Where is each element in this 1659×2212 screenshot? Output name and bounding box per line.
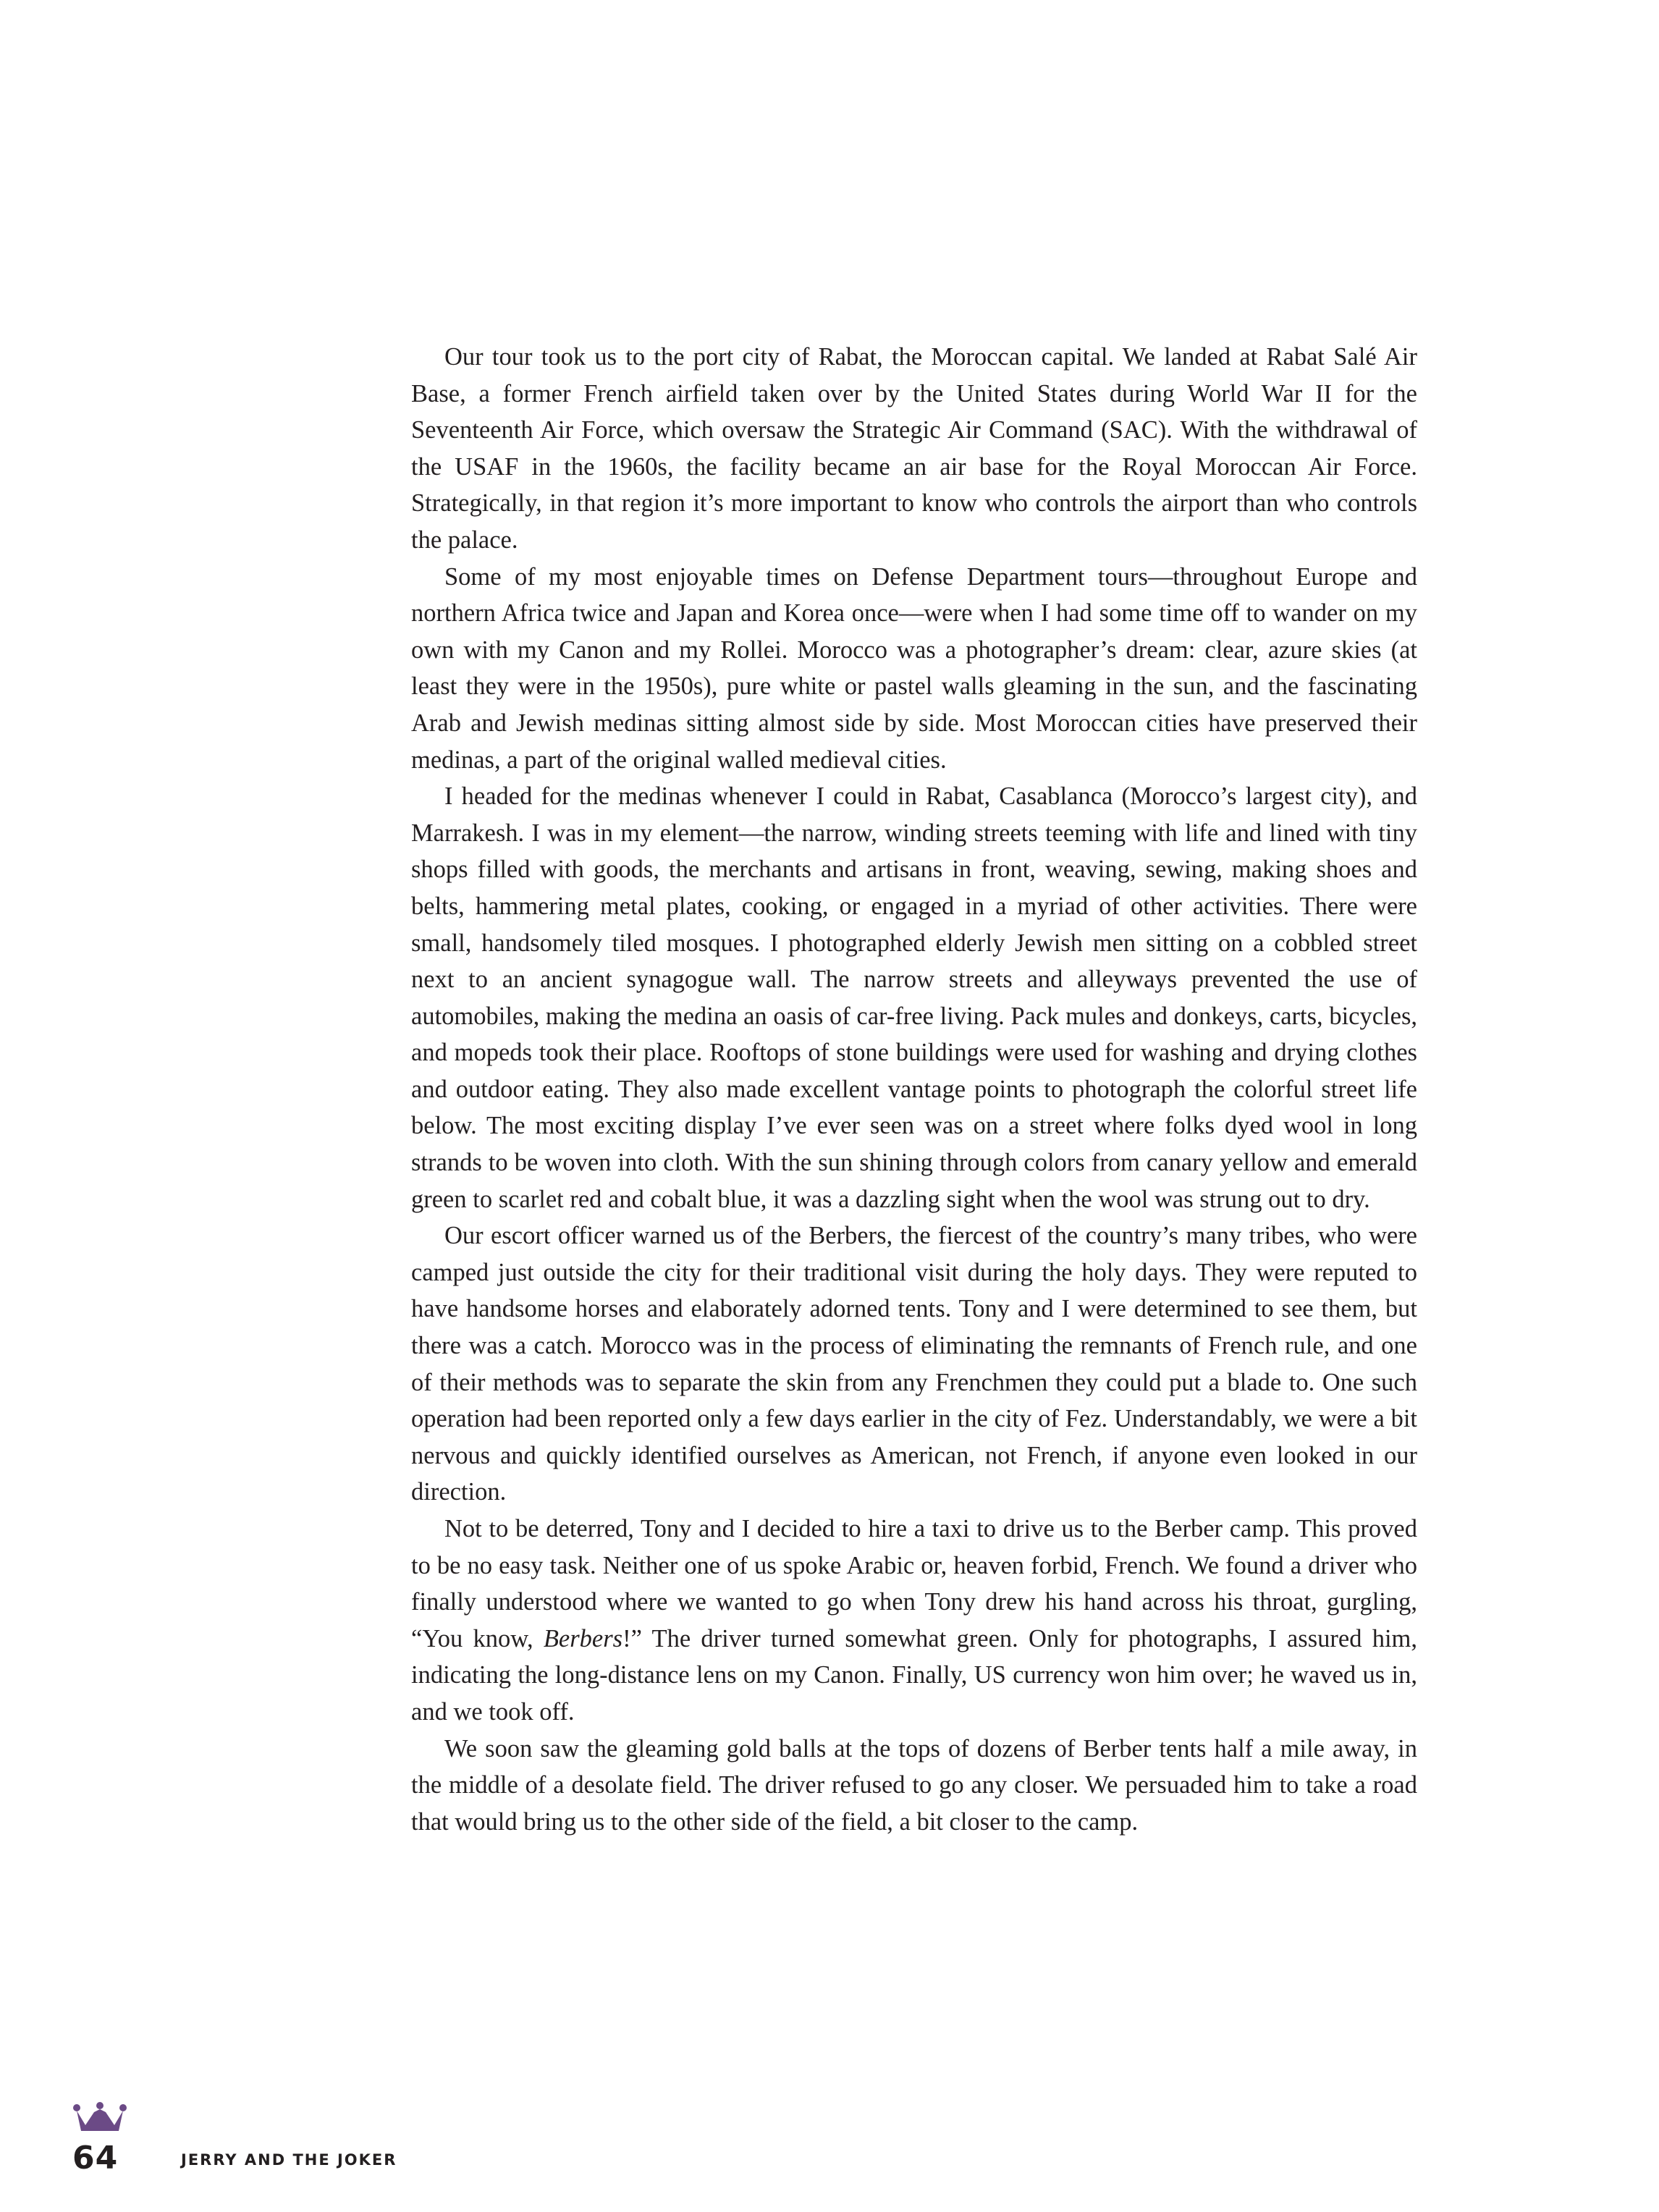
paragraph-5-text-end: !” The driver turned somewhat green. Only for photographs, I assured him, indicating the long-distance lens on my Canon. Finally, US currency won him over; he waved us in, and we took off. bbox=[411, 1624, 1417, 1726]
paragraph-2: Some of my most enjoyable times on Defense Department tours—throughout Europe and northern Africa twice and Japan and Korea once—were when I had some time off to wander on my own with my Canon and my Rollei. Morocco was a photographer’s dream: clear, azure skies (at least they were in the 1950s), pure white or pastel walls gleaming in the sun, and the fascinating Arab and Jewish medinas sitting almost side by side. Most Moroccan cities have preserved their medinas, a part of the original walled medieval cities. bbox=[411, 562, 1417, 774]
paragraph-5-text: Not to be deterred, Tony and I decided to hire a taxi to drive us to the Berber camp. This proved to be no easy task. Neither one of us spoke Arabic or, heaven forbid, French. We found a driver who finally understood where we wanted to go when Tony drew his hand across his throat, gurgling, “You know, bbox=[411, 1515, 1417, 1652]
page-number: 64 bbox=[72, 2140, 119, 2177]
crown-icon bbox=[72, 2102, 127, 2134]
paragraph-3: I headed for the medinas whenever I could in Rabat, Casablanca (Morocco’s largest city), and Marrakesh. I was in my element—the narrow, winding streets teeming with life and lined with tiny shops filled with goods, the merchants and artisans in front, weaving, sewing, making shoes and belts, hammering metal plates, cooking, or engaged in a myriad of other activities. There were small, handsomely tiled mosques. I photographed elderly Jewish men sitting on a cobbled street next to an ancient synagogue wall. The narrow streets and alleyways prevented the use of automobiles, making the medina an oasis of car-free living. Pack mules and donkeys, carts, bicycles, and mopeds took their place. Rooftops of stone buildings were used for washing and drying clothes and outdoor eating. They also made excellent vantage points to photograph the colorful street life below. The most exciting display I’ve ever seen was on a street where folks dyed wool in long strands to be woven into cloth. With the sun shining through colors from canary yellow and emerald green to scarlet red and cobalt blue, it was a dazzling sight when the wool was strung out to dry. bbox=[411, 782, 1417, 1213]
paragraph-4: Our escort officer warned us of the Berbers, the fiercest of the country’s many tribes, who were camped just outside the city for their traditional visit during the holy days. They were reputed to have handsome horses and elaborately adorned tents. Tony and I were determined to see them, but there was a catch. Morocco was in the process of eliminating the remnants of French rule, and one of their methods was to separate the skin from any Frenchmen they could put a blade to. One such operation had been reported only a few days earlier in the city of Fez. Understandably, we were a bit nervous and quickly identified ourselves as American, not French, if anyone even looked in our direction. bbox=[411, 1222, 1417, 1506]
paragraph-5 bbox=[411, 1511, 1417, 1731]
paragraph-5-italic: Berbers bbox=[543, 1624, 623, 1652]
paragraph-6: We soon saw the gleaming gold balls at the tops of dozens of Berber tents half a mile away, in the middle of a desolate field. The driver refused to go any closer. We persuaded him to take a road that would bring us to the other side of the field, a bit closer to the camp. bbox=[411, 1734, 1417, 1836]
paragraph-1: Our tour took us to the port city of Rabat, the Moroccan capital. We landed at Rabat Salé Air Base, a former French airfield taken over by the United States during World War II for the Seventeenth Air Force, which oversaw the Strategic Air Command (SAC). With the withdrawal of the USAF in the 1960s, the facility became an air base for the Royal Moroccan Air Force. Strategically, in that region it’s more important to know who controls the airport than who controls the palace. bbox=[411, 343, 1417, 554]
running-title: JERRY AND THE JOKER bbox=[181, 2151, 397, 2169]
body-text bbox=[411, 339, 1417, 1840]
